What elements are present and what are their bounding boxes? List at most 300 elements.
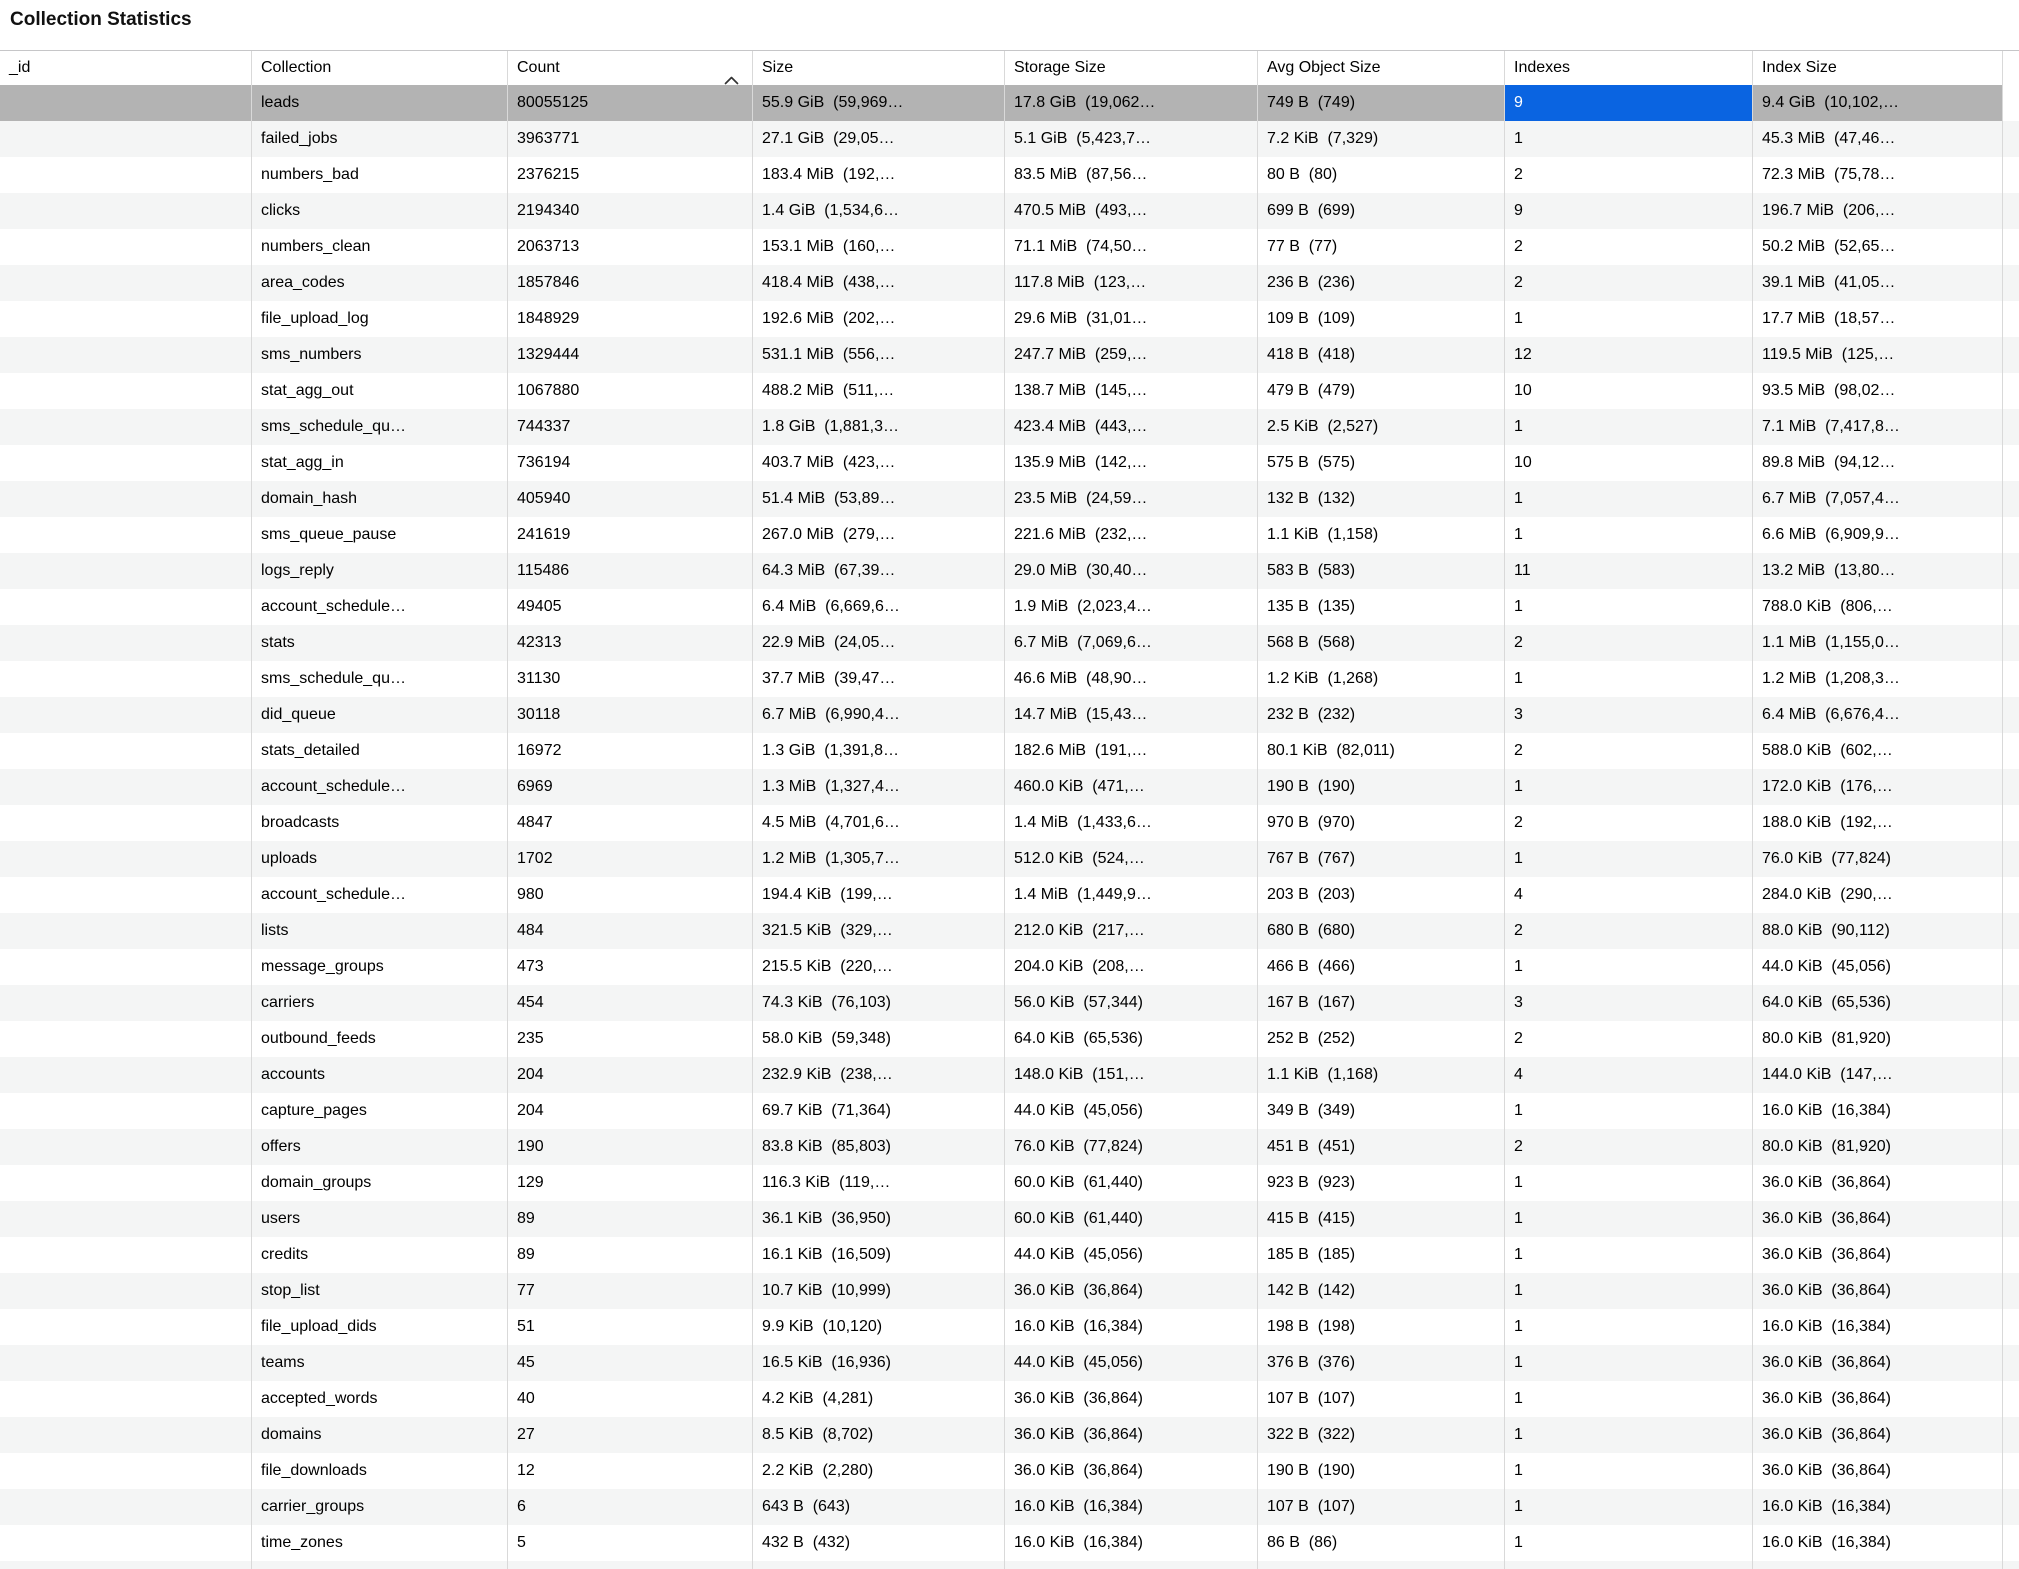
cell-collection[interactable]: sms_schedule_qu… (252, 661, 508, 697)
cell-count[interactable]: 80055125 (508, 85, 753, 121)
column-header-id[interactable] (0, 51, 252, 85)
cell-size[interactable]: 1.4 GiB (1,534,6… (753, 193, 1005, 229)
cell-size[interactable]: 8.5 KiB (8,702) (753, 1417, 1005, 1453)
cell-index_size[interactable]: 50.2 MiB (52,65… (1753, 229, 2003, 265)
cell-size[interactable]: 69.7 KiB (71,364) (753, 1093, 1005, 1129)
table-row[interactable] (0, 1453, 2019, 1489)
cell-index_size[interactable]: 36.0 KiB (36,864) (1753, 1237, 2003, 1273)
cell-collection[interactable]: file_downloads (252, 1453, 508, 1489)
cell-collection[interactable]: users (252, 1201, 508, 1237)
cell-avg_object_size[interactable]: 80.1 KiB (82,011) (1258, 733, 1505, 769)
cell-size[interactable]: 2.2 KiB (2,280) (753, 1453, 1005, 1489)
cell-index_size[interactable]: 17.7 MiB (18,57… (1753, 301, 2003, 337)
table-row[interactable] (0, 661, 2019, 697)
cell-index_size[interactable]: 588.0 KiB (602,… (1753, 733, 2003, 769)
cell-avg_object_size[interactable]: 109 B (109) (1258, 301, 1505, 337)
cell-id[interactable] (0, 1021, 252, 1057)
cell-collection[interactable]: uploads (252, 841, 508, 877)
cell-size[interactable]: 488.2 MiB (511,… (753, 373, 1005, 409)
cell-id[interactable] (0, 301, 252, 337)
cell-id[interactable] (0, 481, 252, 517)
cell-count[interactable]: 3963771 (508, 121, 753, 157)
cell-id[interactable] (0, 1201, 252, 1237)
cell-collection[interactable]: stats (252, 625, 508, 661)
cell-count[interactable]: 1702 (508, 841, 753, 877)
cell-size[interactable]: 27.1 GiB (29,05… (753, 121, 1005, 157)
cell-avg_object_size[interactable]: 322 B (322) (1258, 1417, 1505, 1453)
cell-storage_size[interactable]: 16.0 KiB (16,384) (1005, 1309, 1258, 1345)
cell-indexes[interactable]: 3 (1505, 985, 1753, 1021)
cell-collection[interactable]: account_schedule… (252, 769, 508, 805)
cell-indexes[interactable]: 9 (1505, 193, 1753, 229)
cell-index_size[interactable]: 16.0 KiB (16,384) (1753, 1525, 2003, 1561)
cell-count[interactable]: 30118 (508, 697, 753, 733)
cell-storage_size[interactable]: 135.9 MiB (142,… (1005, 445, 1258, 481)
cell-indexes[interactable]: 1 (1505, 517, 1753, 553)
cell-indexes[interactable]: 2 (1505, 1021, 1753, 1057)
cell-collection[interactable]: outbound_feeds (252, 1021, 508, 1057)
cell-storage_size[interactable]: 6.7 MiB (7,069,6… (1005, 625, 1258, 661)
cell-index_size[interactable]: 39.1 MiB (41,05… (1753, 265, 2003, 301)
cell-size[interactable]: 1.3 GiB (1,391,8… (753, 733, 1005, 769)
cell-avg_object_size[interactable]: 77 B (77) (1258, 229, 1505, 265)
cell-indexes[interactable]: 1 (1505, 1237, 1753, 1273)
cell-indexes[interactable]: 2 (1505, 805, 1753, 841)
cell-count[interactable]: 405940 (508, 481, 753, 517)
cell-indexes[interactable]: 1 (1505, 1201, 1753, 1237)
cell-collection[interactable]: clicks (252, 193, 508, 229)
cell-storage_size[interactable]: 29.0 MiB (30,40… (1005, 553, 1258, 589)
cell-count[interactable]: 16972 (508, 733, 753, 769)
cell-storage_size[interactable]: 16.0 KiB (16,384) (1005, 1525, 1258, 1561)
cell-storage_size[interactable]: 23.5 MiB (24,59… (1005, 481, 1258, 517)
cell-count[interactable]: 204 (508, 1093, 753, 1129)
cell-size[interactable]: 418.4 MiB (438,… (753, 265, 1005, 301)
cell-storage_size[interactable]: 60.0 KiB (61,440) (1005, 1165, 1258, 1201)
cell-size[interactable]: 10.7 KiB (10,999) (753, 1273, 1005, 1309)
cell-count[interactable]: 2376215 (508, 157, 753, 193)
table-row[interactable] (0, 913, 2019, 949)
cell-storage_size[interactable]: 36.0 KiB (36,864) (1005, 1417, 1258, 1453)
cell-count[interactable]: 51 (508, 1309, 753, 1345)
cell-size[interactable]: 432 B (432) (753, 1525, 1005, 1561)
cell-size[interactable]: 58.0 KiB (59,348) (753, 1021, 1005, 1057)
cell-collection[interactable]: offers (252, 1129, 508, 1165)
cell-storage_size[interactable]: 247.7 MiB (259,… (1005, 337, 1258, 373)
table-row[interactable] (0, 1417, 2019, 1453)
cell-size[interactable]: 4.5 MiB (4,701,6… (753, 805, 1005, 841)
cell-index_size[interactable]: 89.8 MiB (94,12… (1753, 445, 2003, 481)
cell-storage_size[interactable]: 1.4 MiB (1,433,6… (1005, 805, 1258, 841)
column-header-avg-object-size[interactable] (1258, 51, 1505, 85)
cell-indexes[interactable]: 4 (1505, 1057, 1753, 1093)
cell-storage_size[interactable]: 83.5 MiB (87,56… (1005, 157, 1258, 193)
cell-collection[interactable]: accounts (252, 1057, 508, 1093)
cell-count[interactable]: 190 (508, 1129, 753, 1165)
cell-index_size[interactable]: 16.0 KiB (16,384) (1753, 1489, 2003, 1525)
cell-size[interactable]: 6.4 MiB (6,669,6… (753, 589, 1005, 625)
table-row[interactable] (0, 985, 2019, 1021)
cell-avg_object_size[interactable]: 583 B (583) (1258, 553, 1505, 589)
cell-id[interactable] (0, 625, 252, 661)
cell-collection[interactable]: broadcasts (252, 805, 508, 841)
cell-size[interactable]: 37.7 MiB (39,47… (753, 661, 1005, 697)
cell-avg_object_size[interactable]: 107 B (107) (1258, 1381, 1505, 1417)
cell-avg_object_size[interactable]: 376 B (376) (1258, 1345, 1505, 1381)
cell-id[interactable] (0, 445, 252, 481)
cell-collection[interactable]: stop_list (252, 1273, 508, 1309)
column-header-storage-size[interactable] (1005, 51, 1258, 85)
cell-index_size[interactable]: 188.0 KiB (192,… (1753, 805, 2003, 841)
cell-avg_object_size[interactable]: 2.5 KiB (2,527) (1258, 409, 1505, 445)
cell-id[interactable] (0, 1381, 252, 1417)
cell-id[interactable] (0, 733, 252, 769)
cell-size[interactable]: 232.9 KiB (238,… (753, 1057, 1005, 1093)
cell-index_size[interactable]: 16.0 KiB (16,384) (1753, 1309, 2003, 1345)
cell-count[interactable]: 115486 (508, 553, 753, 589)
cell-avg_object_size[interactable]: 132 B (132) (1258, 481, 1505, 517)
cell-size[interactable]: 215.5 KiB (220,… (753, 949, 1005, 985)
cell-size[interactable]: 22.9 MiB (24,05… (753, 625, 1005, 661)
cell-avg_object_size[interactable]: 232 B (232) (1258, 697, 1505, 733)
table-row[interactable] (0, 1201, 2019, 1237)
cell-size[interactable]: 1.8 GiB (1,881,3… (753, 409, 1005, 445)
cell-count[interactable]: 744337 (508, 409, 753, 445)
cell-index_size[interactable]: 284.0 KiB (290,… (1753, 877, 2003, 913)
cell-collection[interactable]: leads (252, 85, 508, 121)
table-row[interactable] (0, 517, 2019, 553)
cell-collection[interactable]: time_zones (252, 1525, 508, 1561)
cell-storage_size[interactable]: 221.6 MiB (232,… (1005, 517, 1258, 553)
cell-collection[interactable]: did_queue (252, 697, 508, 733)
cell-id[interactable] (0, 805, 252, 841)
cell-id[interactable] (0, 1345, 252, 1381)
cell-indexes[interactable]: 2 (1505, 733, 1753, 769)
cell-index_size[interactable]: 88.0 KiB (90,112) (1753, 913, 2003, 949)
cell-count[interactable]: 89 (508, 1201, 753, 1237)
cell-size[interactable]: 36.1 KiB (36,950) (753, 1201, 1005, 1237)
cell-storage_size[interactable]: 44.0 KiB (45,056) (1005, 1345, 1258, 1381)
cell-count[interactable]: 2063713 (508, 229, 753, 265)
table-row[interactable] (0, 301, 2019, 337)
cell-collection[interactable]: domains (252, 1417, 508, 1453)
cell-collection[interactable]: teams (252, 1345, 508, 1381)
table-row[interactable] (0, 1021, 2019, 1057)
cell-count[interactable]: 129 (508, 1165, 753, 1201)
cell-id[interactable] (0, 1057, 252, 1093)
cell-avg_object_size[interactable]: 970 B (970) (1258, 805, 1505, 841)
cell-storage_size[interactable]: 148.0 KiB (151,… (1005, 1057, 1258, 1093)
cell-storage_size[interactable]: 204.0 KiB (208,… (1005, 949, 1258, 985)
table-row[interactable] (0, 805, 2019, 841)
cell-indexes[interactable]: 2 (1505, 265, 1753, 301)
cell-collection[interactable]: credits (252, 1237, 508, 1273)
cell-avg_object_size[interactable]: 135 B (135) (1258, 589, 1505, 625)
cell-collection[interactable]: sms_numbers (252, 337, 508, 373)
cell-indexes[interactable]: 12 (1505, 337, 1753, 373)
cell-index_size[interactable]: 144.0 KiB (147,… (1753, 1057, 2003, 1093)
cell-count[interactable]: 204 (508, 1057, 753, 1093)
cell-collection[interactable]: logs_reply (252, 553, 508, 589)
cell-id[interactable] (0, 1525, 252, 1561)
cell-size[interactable]: 183.4 MiB (192,… (753, 157, 1005, 193)
cell-avg_object_size[interactable]: 451 B (451) (1258, 1129, 1505, 1165)
cell-storage_size[interactable]: 56.0 KiB (57,344) (1005, 985, 1258, 1021)
cell-count[interactable]: 49405 (508, 589, 753, 625)
cell-indexes[interactable]: 1 (1505, 1273, 1753, 1309)
table-row[interactable] (0, 373, 2019, 409)
cell-size[interactable]: 6.7 MiB (6,990,4… (753, 697, 1005, 733)
cell-index_size[interactable]: 36.0 KiB (36,864) (1753, 1417, 2003, 1453)
cell-id[interactable] (0, 1273, 252, 1309)
cell-index_size[interactable]: 44.0 KiB (45,056) (1753, 949, 2003, 985)
cell-index_size[interactable]: 64.0 KiB (65,536) (1753, 985, 2003, 1021)
cell-avg_object_size[interactable]: 252 B (252) (1258, 1021, 1505, 1057)
cell-indexes[interactable]: 1 (1505, 1309, 1753, 1345)
cell-id[interactable] (0, 589, 252, 625)
cell-count[interactable]: 1848929 (508, 301, 753, 337)
cell-avg_object_size[interactable]: 466 B (466) (1258, 949, 1505, 985)
cell-storage_size[interactable]: 16.0 KiB (16,384) (1005, 1489, 1258, 1525)
cell-id[interactable] (0, 337, 252, 373)
table-row[interactable] (0, 697, 2019, 733)
cell-id[interactable] (0, 229, 252, 265)
cell-collection[interactable]: numbers_bad (252, 157, 508, 193)
cell-collection[interactable]: domain_groups (252, 1165, 508, 1201)
cell-size[interactable]: 1.2 MiB (1,305,7… (753, 841, 1005, 877)
cell-id[interactable] (0, 1165, 252, 1201)
cell-collection[interactable]: carrier_groups (252, 1489, 508, 1525)
cell-count[interactable]: 4847 (508, 805, 753, 841)
table-row[interactable] (0, 1093, 2019, 1129)
cell-indexes[interactable]: 9 (1505, 85, 1753, 121)
cell-index_size[interactable]: 36.0 KiB (36,864) (1753, 1381, 2003, 1417)
table-row[interactable] (0, 625, 2019, 661)
cell-indexes[interactable]: 1 (1505, 1345, 1753, 1381)
cell-avg_object_size[interactable]: 86 B (86) (1258, 1525, 1505, 1561)
cell-collection[interactable]: stats_detailed (252, 733, 508, 769)
cell-size[interactable]: 321.5 KiB (329,… (753, 913, 1005, 949)
cell-count[interactable]: 5 (508, 1525, 753, 1561)
cell-avg_object_size[interactable]: 7.2 KiB (7,329) (1258, 121, 1505, 157)
cell-storage_size[interactable]: 17.8 GiB (19,062… (1005, 85, 1258, 121)
cell-avg_object_size[interactable]: 415 B (415) (1258, 1201, 1505, 1237)
cell-id[interactable] (0, 553, 252, 589)
cell-count[interactable]: 241619 (508, 517, 753, 553)
cell-avg_object_size[interactable]: 167 B (167) (1258, 985, 1505, 1021)
table-row[interactable] (0, 121, 2019, 157)
cell-storage_size[interactable]: 1.4 MiB (1,449,9… (1005, 877, 1258, 913)
cell-index_size[interactable]: 6.6 MiB (6,909,9… (1753, 517, 2003, 553)
cell-index_size[interactable]: 76.0 KiB (77,824) (1753, 841, 2003, 877)
cell-count[interactable]: 89 (508, 1237, 753, 1273)
cell-avg_object_size[interactable]: 190 B (190) (1258, 769, 1505, 805)
cell-collection[interactable]: capture_pages (252, 1093, 508, 1129)
cell-collection[interactable]: carriers (252, 985, 508, 1021)
cell-id[interactable] (0, 1129, 252, 1165)
cell-id[interactable] (0, 517, 252, 553)
cell-avg_object_size[interactable]: 767 B (767) (1258, 841, 1505, 877)
cell-index_size[interactable]: 93.5 MiB (98,02… (1753, 373, 2003, 409)
table-row[interactable] (0, 1381, 2019, 1417)
cell-indexes[interactable]: 1 (1505, 589, 1753, 625)
cell-storage_size[interactable]: 60.0 KiB (61,440) (1005, 1201, 1258, 1237)
cell-storage_size[interactable]: 138.7 MiB (145,… (1005, 373, 1258, 409)
cell-count[interactable]: 40 (508, 1381, 753, 1417)
cell-count[interactable]: 484 (508, 913, 753, 949)
cell-collection[interactable]: accepted_words (252, 1381, 508, 1417)
column-header-indexes[interactable] (1505, 51, 1753, 85)
cell-id[interactable] (0, 985, 252, 1021)
cell-indexes[interactable]: 3 (1505, 697, 1753, 733)
cell-indexes[interactable]: 1 (1505, 661, 1753, 697)
cell-storage_size[interactable]: 212.0 KiB (217,… (1005, 913, 1258, 949)
cell-index_size[interactable]: 1.1 MiB (1,155,0… (1753, 625, 2003, 661)
cell-indexes[interactable]: 2 (1505, 229, 1753, 265)
cell-count[interactable]: 27 (508, 1417, 753, 1453)
cell-indexes[interactable]: 2 (1505, 625, 1753, 661)
cell-indexes[interactable]: 1 (1505, 841, 1753, 877)
cell-id[interactable] (0, 661, 252, 697)
cell-storage_size[interactable]: 76.0 KiB (77,824) (1005, 1129, 1258, 1165)
cell-storage_size[interactable]: 470.5 MiB (493,… (1005, 193, 1258, 229)
cell-avg_object_size[interactable]: 1.2 KiB (1,268) (1258, 661, 1505, 697)
cell-index_size[interactable]: 13.2 MiB (13,80… (1753, 553, 2003, 589)
cell-storage_size[interactable]: 46.6 MiB (48,90… (1005, 661, 1258, 697)
cell-index_size[interactable]: 36.0 KiB (36,864) (1753, 1165, 2003, 1201)
cell-collection[interactable]: failed_jobs (252, 121, 508, 157)
cell-count[interactable]: 454 (508, 985, 753, 1021)
table-row[interactable] (0, 1345, 2019, 1381)
cell-size[interactable]: 74.3 KiB (76,103) (753, 985, 1005, 1021)
column-header-size[interactable] (753, 51, 1005, 85)
cell-avg_object_size[interactable]: 190 B (190) (1258, 1453, 1505, 1489)
cell-indexes[interactable]: 1 (1505, 1525, 1753, 1561)
cell-avg_object_size[interactable]: 349 B (349) (1258, 1093, 1505, 1129)
cell-count[interactable]: 6 (508, 1489, 753, 1525)
cell-id[interactable] (0, 157, 252, 193)
cell-id[interactable] (0, 265, 252, 301)
cell-index_size[interactable]: 172.0 KiB (176,… (1753, 769, 2003, 805)
cell-avg_object_size[interactable]: 575 B (575) (1258, 445, 1505, 481)
table-row[interactable] (0, 769, 2019, 805)
table-row[interactable] (0, 85, 2019, 121)
cell-id[interactable] (0, 193, 252, 229)
cell-size[interactable]: 194.4 KiB (199,… (753, 877, 1005, 913)
cell-count[interactable]: 736194 (508, 445, 753, 481)
cell-size[interactable]: 55.9 GiB (59,969… (753, 85, 1005, 121)
cell-indexes[interactable]: 1 (1505, 769, 1753, 805)
cell-avg_object_size[interactable]: 142 B (142) (1258, 1273, 1505, 1309)
cell-id[interactable] (0, 1417, 252, 1453)
cell-id[interactable] (0, 1489, 252, 1525)
cell-id[interactable] (0, 121, 252, 157)
cell-indexes[interactable]: 11 (1505, 553, 1753, 589)
table-row[interactable] (0, 1129, 2019, 1165)
cell-id[interactable] (0, 85, 252, 121)
cell-storage_size[interactable]: 29.6 MiB (31,01… (1005, 301, 1258, 337)
cell-size[interactable]: 531.1 MiB (556,… (753, 337, 1005, 373)
cell-storage_size[interactable]: 71.1 MiB (74,50… (1005, 229, 1258, 265)
table-row[interactable] (0, 193, 2019, 229)
cell-count[interactable]: 12 (508, 1453, 753, 1489)
cell-avg_object_size[interactable]: 236 B (236) (1258, 265, 1505, 301)
table-row[interactable] (0, 1489, 2019, 1525)
cell-indexes[interactable]: 1 (1505, 481, 1753, 517)
cell-avg_object_size[interactable]: 749 B (749) (1258, 85, 1505, 121)
column-header-collection[interactable] (252, 51, 508, 85)
cell-id[interactable] (0, 1453, 252, 1489)
cell-size[interactable]: 83.8 KiB (85,803) (753, 1129, 1005, 1165)
cell-index_size[interactable]: 7.1 MiB (7,417,8… (1753, 409, 2003, 445)
cell-avg_object_size[interactable]: 185 B (185) (1258, 1237, 1505, 1273)
cell-id[interactable] (0, 1309, 252, 1345)
cell-indexes[interactable]: 1 (1505, 121, 1753, 157)
table-row[interactable] (0, 409, 2019, 445)
cell-storage_size[interactable]: 36.0 KiB (36,864) (1005, 1453, 1258, 1489)
cell-collection[interactable]: stat_agg_out (252, 373, 508, 409)
cell-count[interactable]: 980 (508, 877, 753, 913)
cell-index_size[interactable]: 788.0 KiB (806,… (1753, 589, 2003, 625)
table-row[interactable] (0, 1057, 2019, 1093)
cell-avg_object_size[interactable]: 80 B (80) (1258, 157, 1505, 193)
table-row[interactable] (0, 733, 2019, 769)
cell-id[interactable] (0, 1093, 252, 1129)
cell-size[interactable]: 267.0 MiB (279,… (753, 517, 1005, 553)
cell-index_size[interactable]: 119.5 MiB (125,… (1753, 337, 2003, 373)
cell-id[interactable] (0, 913, 252, 949)
cell-size[interactable]: 153.1 MiB (160,… (753, 229, 1005, 265)
table-row[interactable] (0, 1525, 2019, 1561)
table-row[interactable] (0, 265, 2019, 301)
cell-count[interactable]: 1329444 (508, 337, 753, 373)
cell-storage_size[interactable]: 460.0 KiB (471,… (1005, 769, 1258, 805)
cell-avg_object_size[interactable]: 1.1 KiB (1,158) (1258, 517, 1505, 553)
cell-indexes[interactable]: 2 (1505, 1129, 1753, 1165)
cell-collection[interactable]: account_schedule… (252, 589, 508, 625)
cell-indexes[interactable]: 4 (1505, 877, 1753, 913)
cell-collection[interactable]: sms_schedule_qu… (252, 409, 508, 445)
cell-id[interactable] (0, 769, 252, 805)
cell-collection[interactable]: message_groups (252, 949, 508, 985)
cell-size[interactable]: 1.3 MiB (1,327,4… (753, 769, 1005, 805)
cell-index_size[interactable]: 36.0 KiB (36,864) (1753, 1201, 2003, 1237)
cell-size[interactable]: 16.5 KiB (16,936) (753, 1345, 1005, 1381)
table-row[interactable] (0, 877, 2019, 913)
table-row[interactable] (0, 1165, 2019, 1201)
cell-indexes[interactable]: 1 (1505, 409, 1753, 445)
cell-storage_size[interactable]: 182.6 MiB (191,… (1005, 733, 1258, 769)
cell-count[interactable]: 42313 (508, 625, 753, 661)
cell-storage_size[interactable]: 36.0 KiB (36,864) (1005, 1273, 1258, 1309)
cell-indexes[interactable]: 1 (1505, 1093, 1753, 1129)
cell-size[interactable]: 116.3 KiB (119,… (753, 1165, 1005, 1201)
cell-count[interactable]: 2194340 (508, 193, 753, 229)
cell-collection[interactable]: file_upload_dids (252, 1309, 508, 1345)
cell-id[interactable] (0, 409, 252, 445)
cell-count[interactable]: 473 (508, 949, 753, 985)
cell-indexes[interactable]: 1 (1505, 301, 1753, 337)
cell-index_size[interactable]: 196.7 MiB (206,… (1753, 193, 2003, 229)
table-row[interactable] (0, 337, 2019, 373)
cell-storage_size[interactable]: 14.7 MiB (15,43… (1005, 697, 1258, 733)
cell-count[interactable]: 1067880 (508, 373, 753, 409)
column-header-count[interactable] (508, 51, 753, 85)
table-row[interactable] (0, 1273, 2019, 1309)
cell-storage_size[interactable]: 512.0 KiB (524,… (1005, 841, 1258, 877)
table-row[interactable] (0, 1237, 2019, 1273)
cell-collection[interactable]: lists (252, 913, 508, 949)
